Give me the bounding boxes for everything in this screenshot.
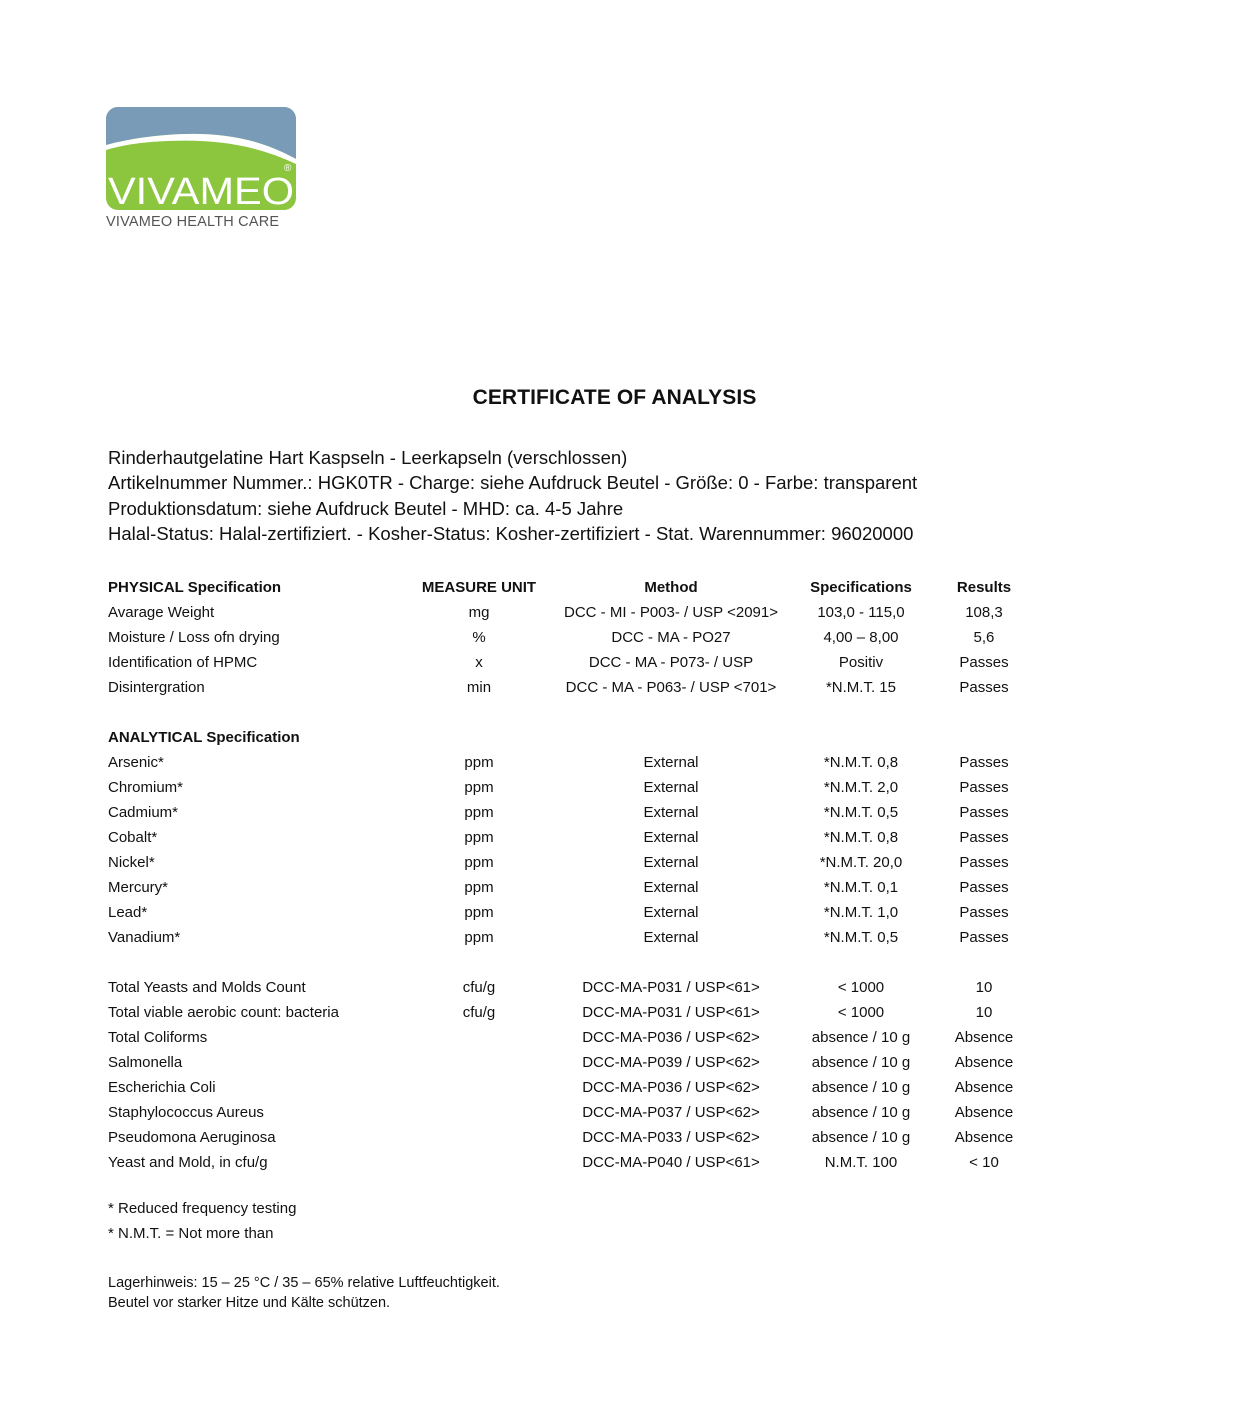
header-measure-unit: MEASURE UNIT (421, 579, 537, 596)
result-cell: Passes (959, 904, 1009, 921)
specification-cell: 4,00 – 8,00 (823, 629, 899, 646)
table-row (108, 850, 1024, 875)
unit-cell: cfu/g (462, 1004, 496, 1021)
table-row (108, 625, 1024, 650)
table-row (108, 975, 1024, 1000)
specification-cell: < 1000 (837, 979, 885, 996)
unit-cell: ppm (464, 929, 494, 946)
result-cell: Passes (959, 879, 1009, 896)
result-cell: Absence (954, 1029, 1014, 1046)
parameter-cell: Yeast and Mold, in cfu/g (108, 1154, 268, 1171)
physical-rows (108, 600, 1024, 700)
unit-cell: ppm (464, 854, 494, 871)
specification-cell: absence / 10 g (811, 1054, 911, 1071)
specification-cell: *N.M.T. 2,0 (823, 779, 899, 796)
table-row (108, 1100, 1024, 1125)
result-cell: Absence (954, 1054, 1014, 1071)
result-cell: Absence (954, 1129, 1014, 1146)
unit-cell (394, 1075, 564, 1100)
result-cell: Absence (954, 1079, 1014, 1096)
specification-cell: absence / 10 g (811, 1129, 911, 1146)
unit-cell (394, 1125, 564, 1150)
footnotes (108, 1196, 296, 1246)
method-cell: External (643, 904, 699, 921)
parameter-cell: Salmonella (108, 1054, 183, 1071)
method-cell: External (643, 754, 699, 771)
table-row (108, 775, 1024, 800)
specification-cell: N.M.T. 100 (824, 1154, 898, 1171)
result-cell: Passes (959, 804, 1009, 821)
table-row (108, 925, 1024, 950)
unit-cell: ppm (464, 904, 494, 921)
parameter-cell: Total Yeasts and Molds Count (108, 979, 306, 996)
parameter-cell: Staphylococcus Aureus (108, 1104, 264, 1121)
specification-cell: absence / 10 g (811, 1029, 911, 1046)
analytical-section (108, 700, 1024, 750)
result-cell: Passes (959, 754, 1009, 771)
product-name-line: Rinderhautgelatine Hart Kaspseln - Leerkapseln (verschlossen) (108, 447, 628, 468)
table-row (108, 675, 1024, 700)
method-cell: External (643, 829, 699, 846)
method-cell: DCC-MA-P037 / USP<62> (582, 1104, 760, 1121)
result-cell: 10 (975, 1004, 993, 1021)
microbiology-rows (108, 975, 1024, 1175)
parameter-cell: Identification of HPMC (108, 654, 258, 671)
product-info (108, 445, 917, 546)
result-cell: Passes (959, 654, 1009, 671)
unit-cell (394, 1025, 564, 1050)
method-cell: DCC - MA - P063- / USP <701> (565, 679, 777, 696)
unit-cell: ppm (464, 829, 494, 846)
result-cell: Passes (959, 829, 1009, 846)
parameter-cell: Nickel* (108, 854, 155, 871)
table-row (108, 900, 1024, 925)
section-spacer (108, 700, 1024, 725)
result-cell: Absence (954, 1104, 1014, 1121)
table-row (108, 825, 1024, 850)
method-cell: DCC-MA-P031 / USP<61> (582, 979, 760, 996)
unit-cell: min (466, 679, 492, 696)
storage-instructions (108, 1273, 500, 1313)
parameter-cell: Moisture / Loss ofn drying (108, 629, 280, 646)
table-row (108, 750, 1024, 775)
header-method: Method (644, 579, 698, 596)
specification-cell: *N.M.T. 0,5 (823, 804, 899, 821)
result-cell: < 10 (969, 1154, 999, 1171)
vivameo-logo-mark (106, 107, 296, 210)
specification-cell: *N.M.T. 1,0 (823, 904, 899, 921)
analytical-heading-row (108, 725, 1024, 750)
table-row (108, 1125, 1024, 1150)
document-title: CERTIFICATE OF ANALYSIS (472, 386, 757, 409)
table-row (108, 1150, 1024, 1175)
certification-status-line: Halal-Status: Halal-zertifiziert. - Kosher-Status: Kosher-zertifiziert - Stat. Warennummer: 96020000 (108, 522, 914, 544)
parameter-cell: Mercury* (108, 879, 169, 896)
micro-section (108, 950, 1024, 975)
section-spacer (108, 950, 1024, 975)
table-row (108, 600, 1024, 625)
method-cell: DCC-MA-P036 / USP<62> (582, 1029, 760, 1046)
parameter-cell: Lead* (108, 904, 148, 921)
logo-subtitle: VIVAMEO HEALTH CARE (106, 214, 280, 230)
method-cell: DCC - MA - P073- / USP (588, 654, 754, 671)
unit-cell: mg (468, 604, 490, 621)
parameter-cell: Avarage Weight (108, 604, 215, 621)
result-cell: 108,3 (965, 604, 1003, 621)
result-cell: Passes (959, 854, 1009, 871)
parameter-cell: Disintergration (108, 679, 205, 696)
method-cell: DCC-MA-P036 / USP<62> (582, 1079, 760, 1096)
specification-cell: *N.M.T. 0,5 (823, 929, 899, 946)
result-cell: Passes (959, 679, 1009, 696)
specification-table (108, 575, 1024, 1175)
unit-cell: x (475, 654, 483, 671)
method-cell: DCC - MA - PO27 (611, 629, 731, 646)
method-cell: External (643, 879, 699, 896)
method-cell: DCC-MA-P040 / USP<61> (582, 1154, 760, 1171)
specification-cell: *N.M.T. 15 (825, 679, 896, 696)
parameter-cell: Cadmium* (108, 804, 179, 821)
result-cell: 10 (975, 979, 993, 996)
specification-cell: *N.M.T. 0,1 (823, 879, 899, 896)
specification-cell: 103,0 - 115,0 (817, 604, 905, 621)
footnote-reduced-frequency: * Reduced frequency testing (108, 1200, 297, 1217)
result-cell: Passes (959, 779, 1009, 796)
header-specifications: Specifications (810, 579, 912, 596)
unit-cell: ppm (464, 879, 494, 896)
vivameo-logo (106, 107, 296, 230)
parameter-cell: Total Coliforms (108, 1029, 208, 1046)
unit-cell (394, 1050, 564, 1075)
method-cell: DCC - MI - P003- / USP <2091> (564, 604, 778, 621)
method-cell: DCC-MA-P031 / USP<61> (582, 1004, 760, 1021)
parameter-cell: Arsenic* (108, 754, 164, 771)
parameter-cell: Total viable aerobic count: bacteria (108, 1004, 339, 1021)
method-cell: External (643, 854, 699, 871)
storage-line: Beutel vor starker Hitze und Kälte schützen. (108, 1295, 391, 1311)
parameter-cell: Cobalt* (108, 829, 158, 846)
unit-cell (394, 1150, 564, 1175)
method-cell: DCC-MA-P033 / USP<62> (582, 1129, 760, 1146)
parameter-cell: Vanadium* (108, 929, 181, 946)
parameter-cell: Chromium* (108, 779, 184, 796)
unit-cell: cfu/g (462, 979, 496, 996)
specification-cell: < 1000 (837, 1004, 885, 1021)
analytical-heading: ANALYTICAL Specification (108, 729, 300, 746)
method-cell: External (643, 779, 699, 796)
table-row (108, 875, 1024, 900)
footnote-nmt: * N.M.T. = Not more than (108, 1225, 274, 1242)
specification-cell: *N.M.T. 0,8 (823, 754, 899, 771)
table-header-row (108, 575, 1024, 600)
parameter-cell: Escherichia Coli (108, 1079, 216, 1096)
specification-cell: absence / 10 g (811, 1079, 911, 1096)
result-cell: 5,6 (973, 629, 995, 646)
result-cell: Passes (959, 929, 1009, 946)
unit-cell: ppm (464, 779, 494, 796)
method-cell: External (643, 804, 699, 821)
header-results: Results (956, 579, 1012, 596)
unit-cell: ppm (464, 804, 494, 821)
table-row (108, 1050, 1024, 1075)
specification-cell: Positiv (838, 654, 884, 671)
specification-cell: *N.M.T. 0,8 (823, 829, 899, 846)
article-number-line: Artikelnummer Nummer.: HGK0TR - Charge: siehe Aufdruck Beutel - Größe: 0 - Farbe: transparent (108, 472, 918, 494)
registered-mark: ® (284, 163, 292, 174)
unit-cell: ppm (464, 754, 494, 771)
method-cell: External (643, 929, 699, 946)
analytical-rows (108, 750, 1024, 950)
table-row (108, 1000, 1024, 1025)
specification-cell: absence / 10 g (811, 1104, 911, 1121)
storage-line: Lagerhinweis: 15 – 25 °C / 35 – 65% relative Luftfeuchtigkeit. (108, 1275, 500, 1291)
table-row (108, 800, 1024, 825)
header-physical-specification: PHYSICAL Specification (108, 579, 282, 596)
parameter-cell: Pseudomona Aeruginosa (108, 1129, 276, 1146)
unit-cell: % (472, 629, 486, 646)
production-date-line: Produktionsdatum: siehe Aufdruck Beutel - MHD: ca. 4-5 Jahre (108, 497, 624, 519)
unit-cell (394, 1100, 564, 1125)
method-cell: DCC-MA-P039 / USP<62> (582, 1054, 760, 1071)
specification-cell: *N.M.T. 20,0 (819, 854, 903, 871)
table-row (108, 1075, 1024, 1100)
table-row (108, 650, 1024, 675)
table-row (108, 1025, 1024, 1050)
brand-name: VIVAMEO (108, 171, 294, 210)
